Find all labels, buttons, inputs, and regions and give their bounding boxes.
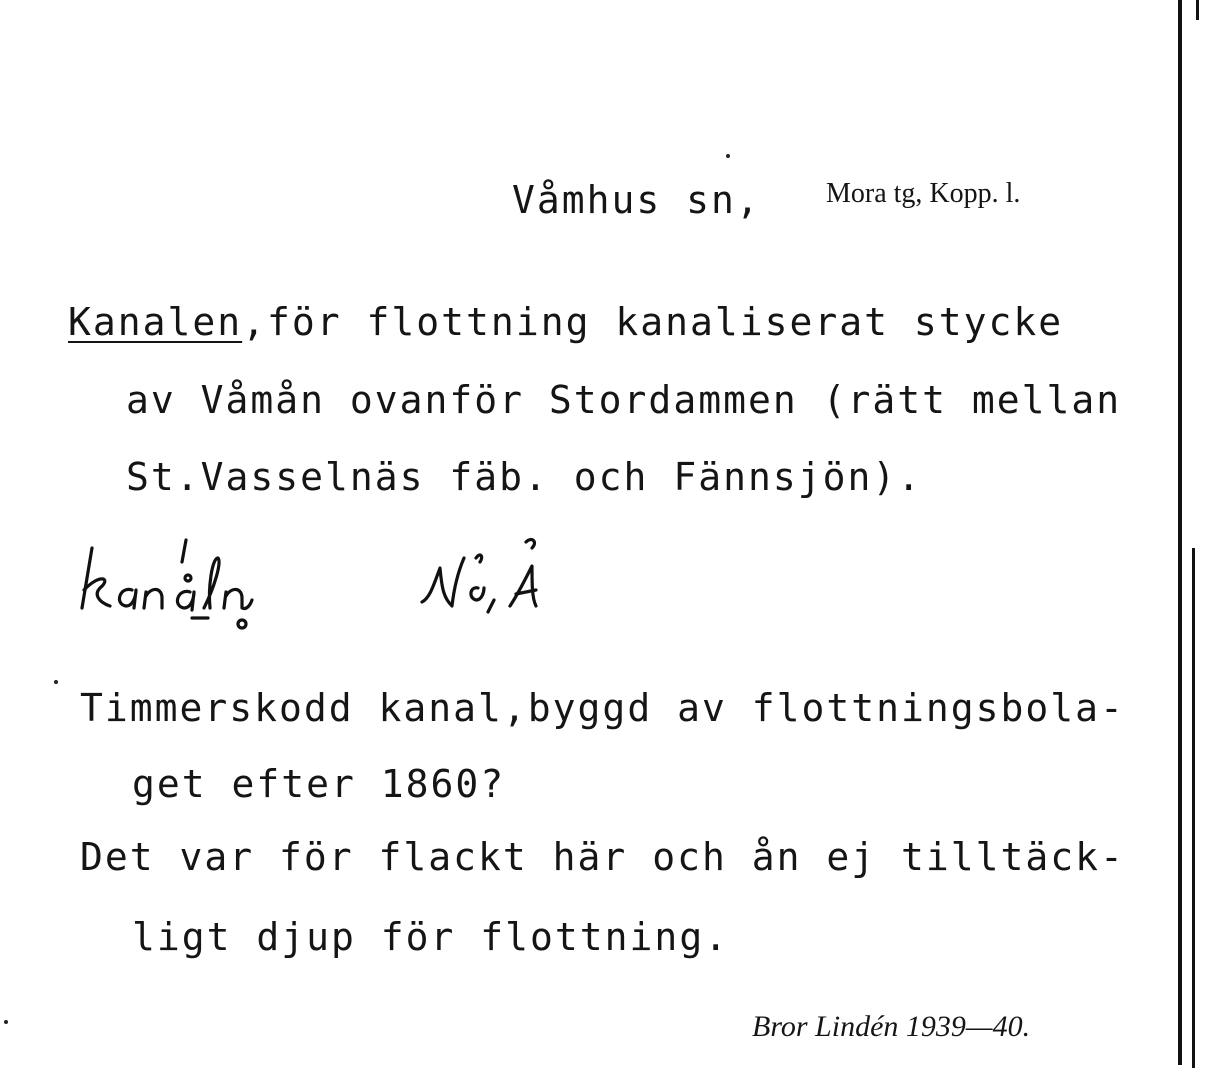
note-line-4: ligt djup för flottning.	[132, 915, 730, 959]
definition-line-1	[68, 300, 1063, 344]
collector-signature: Bror Lindén 1939—40.	[752, 1010, 1031, 1043]
note-line-2: get efter 1860?	[132, 762, 506, 806]
note-line-1: Timmerskodd kanal,byggd av flottningsbola-	[80, 686, 1125, 730]
card-edge-line-lower	[1192, 548, 1195, 1068]
card-edge-line	[1178, 0, 1182, 1065]
note-line-3: Det var för flackt här och ån ej tilltäck-	[80, 835, 1125, 879]
scan-speck	[4, 1020, 8, 1024]
headword: Kanalen	[68, 300, 243, 344]
definition-line-1-rest: ,för flottning kanaliserat stycke	[242, 300, 1064, 344]
handwritten-pronunciation	[70, 528, 630, 638]
card-edge-tick	[1196, 0, 1199, 20]
scan-speck	[726, 154, 730, 158]
district-label: Mora tg, Kopp. l.	[826, 178, 1021, 209]
definition-line-2: av Våmån ovanför Stordammen (rätt mellan	[126, 378, 1122, 422]
scan-speck	[54, 680, 58, 684]
parish-label: Våmhus sn,	[512, 178, 761, 222]
definition-line-3: St.Vasselnäs fäb. och Fännsjön).	[126, 455, 923, 499]
